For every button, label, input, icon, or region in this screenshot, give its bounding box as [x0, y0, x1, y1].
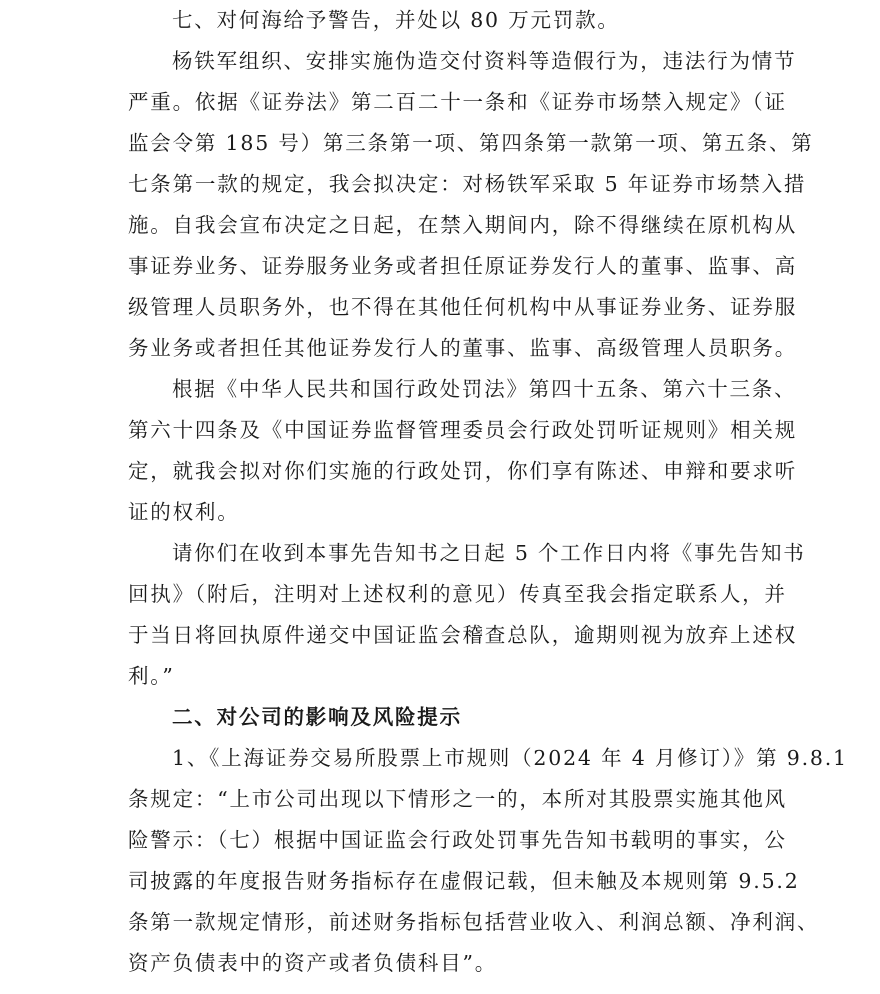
text-line: 七、对何海给予警告，并处以 80 万元罚款。 — [172, 8, 620, 32]
text-line: 证的权利。 — [128, 500, 240, 524]
text-line: 施。自我会宣布决定之日起，在禁入期间内，除不得继续在原机构从 — [128, 213, 797, 237]
text-line: 资产负债表中的资产或者负债科目”。 — [128, 951, 498, 975]
text-line: 级管理人员职务外，也不得在其他任何机构中从事证券业务、证券服 — [128, 295, 797, 319]
text-line: 务业务或者担任其他证券发行人的董事、监事、高级管理人员职务。 — [128, 336, 797, 360]
text-line: 1、《上海证券交易所股票上市规则（2024 年 4 月修订）》第 9.8.1 — [172, 746, 848, 770]
text-line: 请你们在收到本事先告知书之日起 5 个工作日内将《事先告知书 — [172, 541, 806, 565]
text-line: 定，就我会拟对你们实施的行政处罚，你们享有陈述、申辩和要求听 — [128, 459, 797, 483]
section-heading-impact-and-risk — [128, 697, 754, 738]
text-line: 利。” — [128, 664, 175, 688]
paragraph-market-ban-yang-tiejun — [128, 41, 814, 369]
text-line: 根据《中华人民共和国行政处罚法》第四十五条、第六十三条、 — [172, 377, 797, 401]
text-line: 于当日将回执原件递交中国证监会稽查总队，逾期则视为放弃上述权 — [128, 623, 797, 647]
paragraph-hearing-rights — [128, 369, 797, 533]
section-heading: 二、对公司的影响及风险提示 — [172, 705, 462, 729]
text-line: 第六十四条及《中国证券监督管理委员会行政处罚听证规则》相关规 — [128, 418, 797, 442]
text-line: 回执》（附后，注明对上述权利的意见）传真至我会指定联系人，并 — [128, 582, 787, 606]
text-line: 条规定：“上市公司出现以下情形之一的，本所对其股票实施其他风 — [128, 787, 787, 811]
text-line: 事证券业务、证券服务业务或者担任原证券发行人的董事、监事、高 — [128, 254, 797, 278]
text-line: 严重。依据《证券法》第二百二十一条和《证券市场禁入规定》（证 — [128, 90, 787, 114]
paragraph-listing-rules — [128, 738, 848, 984]
text-line: 险警示：（七）根据中国证监会行政处罚事先告知书载明的事实，公 — [128, 828, 787, 852]
document-page — [128, 0, 848, 984]
paragraph-penalty-he-hai — [128, 0, 754, 41]
text-line: 杨铁军组织、安排实施伪造交付资料等造假行为，违法行为情节 — [172, 49, 797, 73]
text-line: 司披露的年度报告财务指标存在虚假记载，但未触及本规则第 9.5.2 — [128, 869, 800, 893]
text-line: 条第一款规定情形，前述财务指标包括营业收入、利润总额、净利润、 — [128, 910, 820, 934]
paragraph-receipt-instructions — [128, 533, 806, 697]
text-line: 七条第一款的规定，我会拟决定：对杨铁军采取 5 年证券市场禁入措 — [128, 172, 807, 196]
text-line: 监会令第 185 号）第三条第一项、第四条第一款第一项、第五条、第 — [128, 131, 814, 155]
